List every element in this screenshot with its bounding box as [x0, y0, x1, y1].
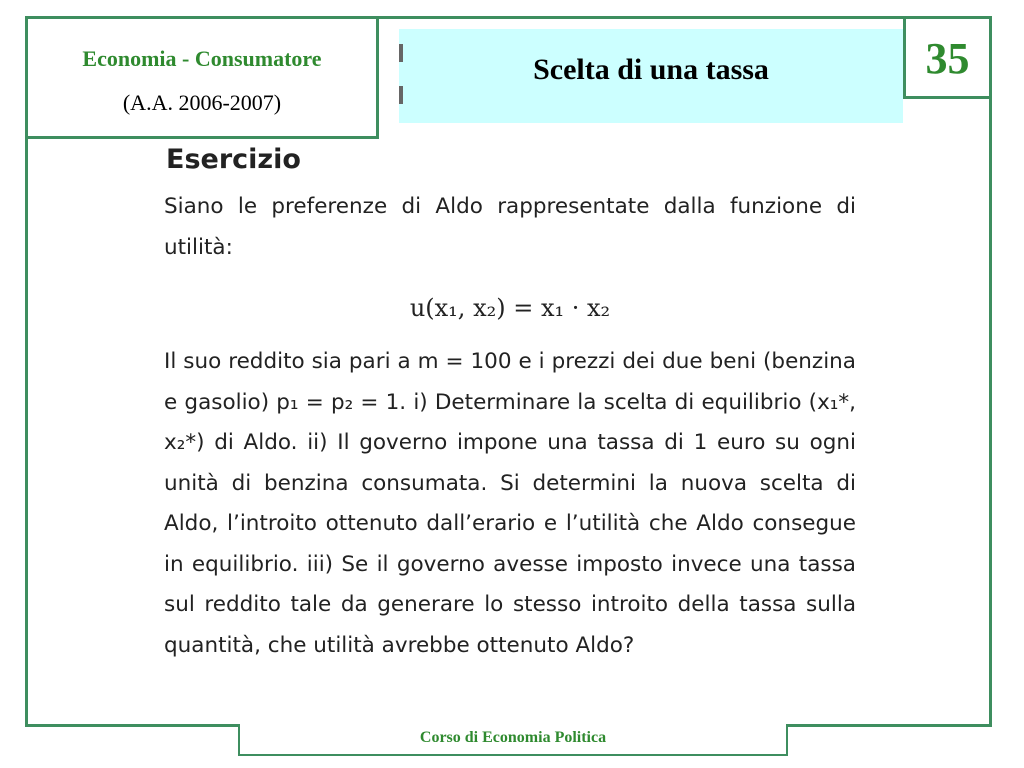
- utility-formula: u(x₁, x₂) = x₁ · x₂: [409, 294, 611, 322]
- course-year: (A.A. 2006-2007): [122, 90, 282, 115]
- exercise-content: [164, 143, 856, 666]
- footer-box: [238, 724, 788, 756]
- exercise-heading: Esercizio: [166, 144, 301, 175]
- page-number-box: [903, 16, 992, 99]
- footer-label: Corso di Economia Politica: [419, 729, 607, 746]
- exercise-part-3: iii) Se il governo avesse imposto invece una tassa sul reddito tale da generare lo stesso introito della tassa sulla quantità, che utilità avrebbe ottenuto Aldo?: [164, 551, 856, 658]
- exercise-part-1: Il suo reddito sia pari a m = 100 e i prezzi dei due beni (benzina e gasolio) p₁ = p₂ = 1. i) Determinare la scelta di equilibrio (x₁*, x₂*) di Aldo.: [164, 349, 856, 455]
- exercise-part-2: ii) Il governo impone una tassa di 1 euro su ogni unità di benzina consumata. Si determini la nuova scelta di Aldo, l’introito ottenuto dall’erario e l’utilità che Aldo consegue in equilibrio.: [164, 430, 856, 577]
- course-header: [25, 16, 379, 139]
- page-number: 35: [925, 34, 970, 83]
- exercise-intro: Siano le preferenze di Aldo rappresentate dalla funzione di utilità:: [164, 194, 856, 260]
- slide-title: Scelta di una tassa: [533, 53, 769, 86]
- exercise-body: [164, 342, 856, 666]
- course-title: Economia - Consumatore: [82, 46, 322, 71]
